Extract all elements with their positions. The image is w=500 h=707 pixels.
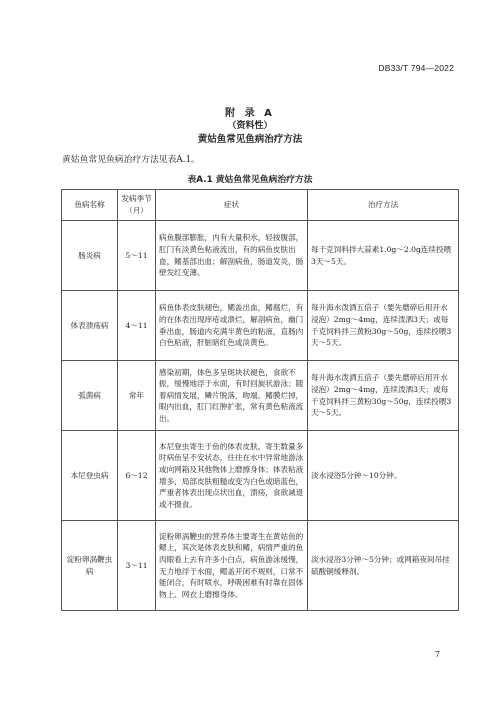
- disease-name: 本尼登虫病: [62, 431, 118, 521]
- disease-symptom: 病鱼体表皮肤褪色，鳃盖出血，鳍腐烂，有的在体表出现痒疮或溃烂，解剖病鱼，幽门垂出血，肠道内充满半黄色的粘液，直肠内白色粘液，肝脏暗红色或淡黄色。: [156, 291, 308, 361]
- header-symptom: 症状: [156, 190, 308, 221]
- disease-season: 常年: [118, 361, 156, 431]
- header-disease-name: 鱼病名称: [62, 190, 118, 221]
- disease-season: 3～11: [118, 521, 156, 611]
- header-treatment: 治疗方法: [308, 190, 459, 221]
- disease-treatment-table: [61, 189, 459, 611]
- disease-season: 5～11: [118, 221, 156, 291]
- table-row: [62, 361, 459, 431]
- disease-treatment: 每千克饲料拌大蒜素1.0g～2.0g连续投喂3天～5天。: [308, 221, 459, 291]
- disease-season: 6～12: [118, 431, 156, 521]
- disease-name: 弧菌病: [62, 361, 118, 431]
- intro-text: 黄姑鱼常见鱼病治疗方法见表A.1。: [62, 155, 200, 165]
- disease-symptom: 感染初期，体色多呈斑块状褪色，食欲不振，缓慢地浮于水面，有时回旋状游泳；随着病情发展，鳞片脱落，吻端、鳍膜烂掉，眼内出血，肛门红肿扩张，常有黄色粘液流出。: [156, 361, 308, 431]
- table-header-row: [62, 190, 459, 221]
- disease-symptom: 病鱼腹部膨胀，内有大量积水，轻按腹部，肛门有淡黄色粘液流出，有的病鱼皮肤出血，鳍基部出血；解剖病鱼，肠道发炎，肠壁发红变薄。: [156, 221, 308, 291]
- table-row: [62, 521, 459, 611]
- annex-title: 附 录 A: [225, 108, 275, 119]
- page-number: 7: [434, 650, 440, 660]
- disease-symptom: 淀粉卵涡鞭虫的营养体主要寄生在黄姑鱼的鳃上，其次是体表皮肤和鳍，病情严重的鱼肉眼看上去有许多小白点，病鱼游泳缓慢，无力地浮于水面，鳃盖开闭不规则，口常不能闭合，有时喷水，呼吸困难有时靠在固体物上、网衣上磨擦身体。: [156, 521, 308, 611]
- table-row: [62, 291, 459, 361]
- disease-symptom: 本尼登虫寄生于鱼的体表皮肤，寄生数量多时病鱼呈不安状态，往往在水中异常地游泳或向网箱及其他物体上磨擦身体；体表粘液增多，局部皮肤粗糙或变为白色或暗蓝色，严重者体表出现点状出血，溃疡，食欲减退或不摄食。: [156, 431, 308, 521]
- document-code: DB33/T 794—2022: [378, 63, 454, 73]
- disease-treatment: 每升海水泼洒五倍子（要先磨碎后用开水浸泡）2mg～4mg，连续泼洒3天；或每千克饲料拌三黄粉30g～50g，连续投喂3天～5天。: [308, 361, 459, 431]
- disease-name: 肠炎病: [62, 221, 118, 291]
- header-season: 发病季节（月）: [118, 190, 156, 221]
- table-caption: 表A.1 黄姑鱼常见鱼病治疗方法: [187, 175, 313, 185]
- annex-name: 黄姑鱼常见鱼病治疗方法: [197, 134, 303, 145]
- disease-treatment: 每升海水泼洒五倍子（要先磨碎后用开水浸泡）2mg～4mg，连续泼洒3天；或每千克饲料拌三黄粉30g～50g，连续投喂3天～5天。: [308, 291, 459, 361]
- disease-name: 体表溃疡病: [62, 291, 118, 361]
- disease-season: 4～11: [118, 291, 156, 361]
- disease-treatment: 淡水浸浴5分钟～10分钟。: [308, 431, 459, 521]
- table-row: [62, 221, 459, 291]
- table-row: [62, 431, 459, 521]
- disease-name: 淀粉卵涡鞭虫病: [62, 521, 118, 611]
- disease-treatment: 淡水浸浴3分钟～5分钟；或网箱夜间吊挂硫酸铜缓释剂。: [308, 521, 459, 611]
- annex-subtitle: （资料性）: [227, 121, 273, 131]
